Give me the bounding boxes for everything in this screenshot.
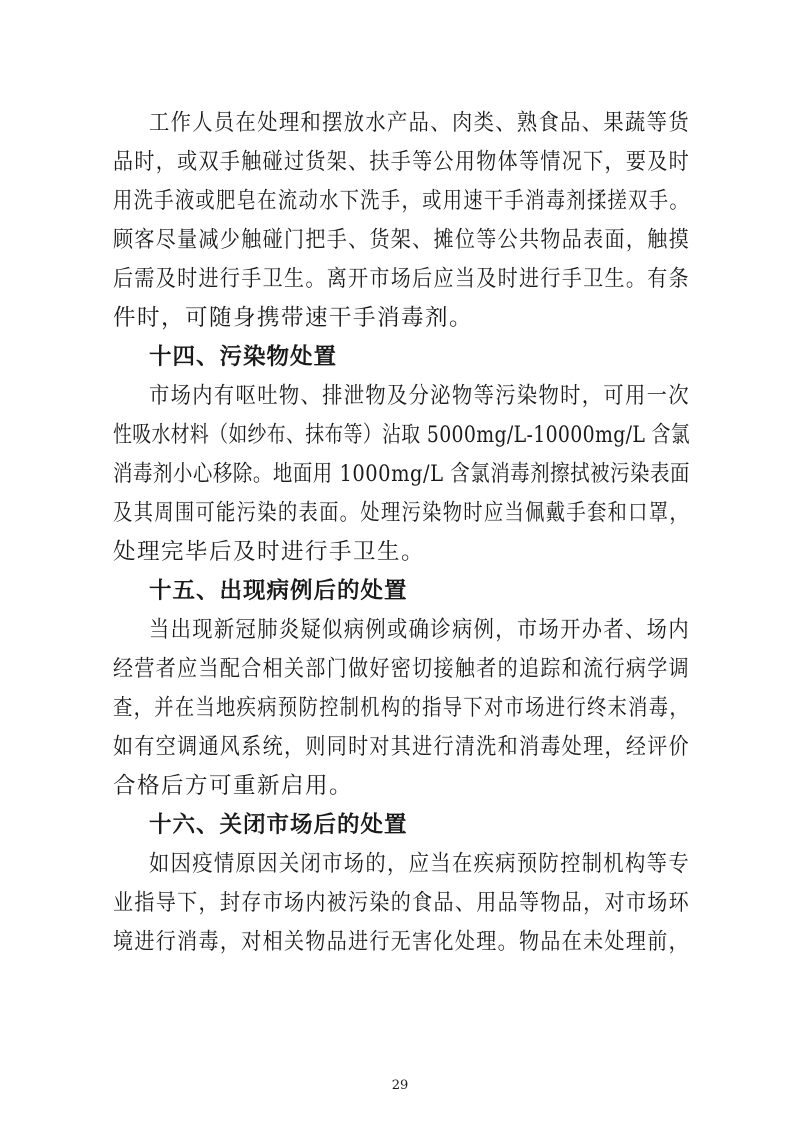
paragraph-closure-line-3: 境进行消毒，对相关物品进行无害化处理。物品在未处理前， [113,929,690,955]
paragraph-hand-hygiene-line-2: 品时，或双手触碰过货架、扶手等公用物体等情况下，要及时 [113,149,690,175]
page-number: 29 [391,1078,409,1093]
paragraph-pollutants-line-4: 及其周围可能污染的表面。处理污染物时应当佩戴手套和口罩， [113,500,690,526]
paragraph-cases-line-2: 经营者应当配合相关部门做好密切接触者的追踪和流行病学调 [113,656,690,682]
paragraph-cases-line-5: 合格后方可重新启用。 [113,773,354,799]
paragraph-pollutants-line-1: 市场内有呕吐物、排泄物及分泌物等污染物时，可用一次 [149,383,690,409]
paragraph-hand-hygiene-line-3: 用洗手液或肥皂在流动水下洗手，或用速干手消毒剂揉搓双手。 [113,188,690,214]
paragraph-hand-hygiene-line-5: 后需及时进行手卫生。离开市场后应当及时进行手卫生。有条 [113,266,690,292]
paragraph-hand-hygiene-line-1: 工作人员在处理和摆放水产品、肉类、熟食品、果蔬等货 [149,110,690,136]
paragraph-hand-hygiene-line-6: 件时，可随身携带速干手消毒剂。 [113,305,474,331]
paragraph-closure-line-2: 业指导下，封存市场内被污染的食品、用品等物品，对市场环 [113,890,690,916]
section-heading-14: 十四、污染物处置 [149,344,338,370]
paragraph-hand-hygiene-line-4: 顾客尽量减少触碰门把手、货架、摊位等公共物品表面，触摸 [113,227,690,253]
section-heading-16: 十六、关闭市场后的处置 [149,812,408,838]
paragraph-pollutants-line-5: 处理完毕后及时进行手卫生。 [113,539,426,565]
paragraph-cases-line-4: 如有空调通风系统，则同时对其进行清洗和消毒处理，经评价 [113,734,690,760]
paragraph-pollutants-line-2: 性吸水材料（如纱布、抹布等）沾取 5000mg/L-10000mg/L 含氯 [113,422,690,448]
paragraph-closure-line-1: 如因疫情原因关闭市场的，应当在疾病预防控制机构等专 [149,851,690,877]
section-heading-15: 十五、出现病例后的处置 [149,578,408,604]
paragraph-cases-line-3: 查，并在当地疾病预防控制机构的指导下对市场进行终末消毒， [113,695,690,721]
paragraph-pollutants-line-3: 消毒剂小心移除。地面用 1000mg/L 含氯消毒剂擦拭被污染表面 [113,461,691,487]
paragraph-cases-line-1: 当出现新冠肺炎疑似病例或确诊病例，市场开办者、场内 [149,617,690,643]
